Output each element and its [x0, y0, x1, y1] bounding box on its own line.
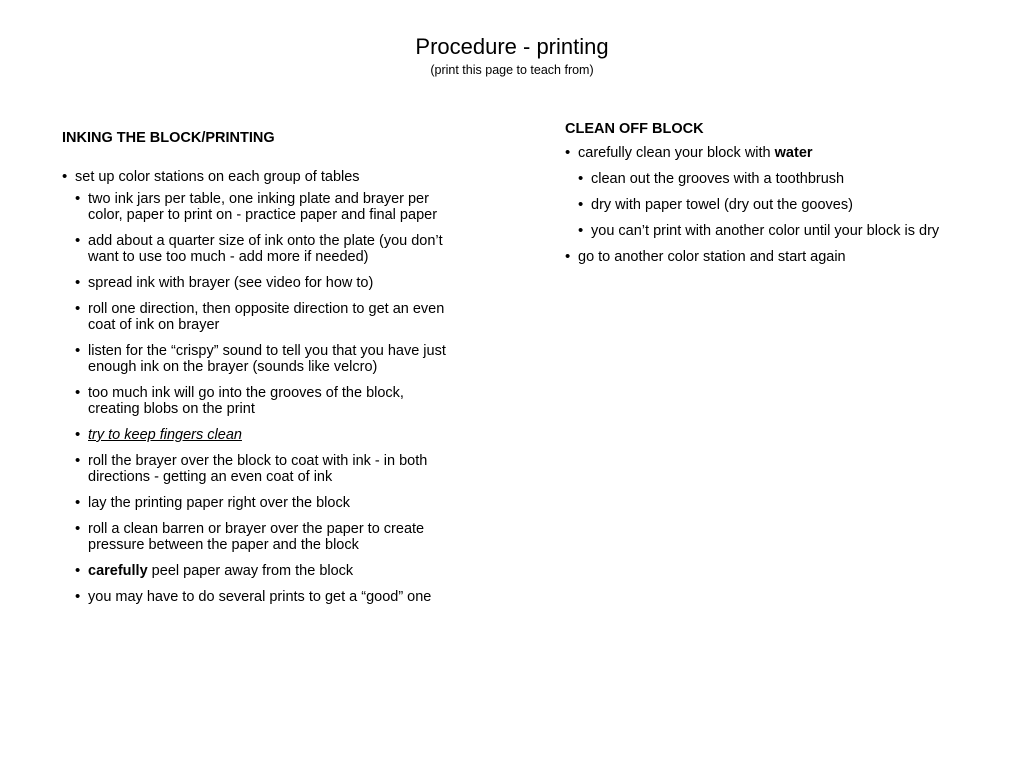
list-item: • roll the brayer over the block to coat with ink - in both directions - getting an even coat of ink: [75, 452, 428, 485]
list-item: • spread ink with brayer (see video for how to): [75, 274, 374, 291]
inking-heading: INKING THE BLOCK/PRINTING: [62, 130, 275, 146]
bullet-icon: •: [75, 232, 81, 249]
bullet-icon: •: [75, 426, 81, 443]
bullet-icon: •: [565, 248, 571, 265]
list-item: • listen for the “crispy” sound to tell you that you have just enough ink on the brayer (sounds like velcro): [75, 342, 446, 375]
bullet-icon: •: [565, 144, 571, 161]
bullet-icon: •: [75, 190, 81, 207]
clean-heading: CLEAN OFF BLOCK: [565, 121, 704, 137]
list-item: [62, 427, 452, 443]
list-item: • roll a clean barren or brayer over the paper to create pressure between the paper and the block: [75, 520, 425, 553]
bullet-icon: •: [75, 300, 81, 317]
bullet-icon: •: [75, 274, 81, 291]
list-item: • too much ink will go into the grooves of the block, creating blobs on the print: [75, 384, 404, 417]
list-item: • carefully peel paper away from the block: [75, 562, 354, 579]
list-item: • dry with paper towel (dry out the gooves): [578, 196, 853, 213]
bullet-icon: •: [578, 222, 584, 239]
list-item: • two ink jars per table, one inking plate and brayer per color, paper to print on - practice paper and final paper: [75, 190, 438, 223]
list-item: • you may have to do several prints to get a “good” one: [75, 588, 432, 605]
bullet-icon: •: [75, 562, 81, 579]
bold-text: water: [774, 145, 813, 161]
bullet-icon: •: [75, 342, 81, 359]
bullet-icon: •: [75, 588, 81, 605]
list-item: • lay the printing paper right over the block: [75, 494, 350, 511]
bullet-icon: •: [578, 196, 584, 213]
list-item: • set up color stations on each group of tables: [62, 168, 360, 185]
inking-list: [62, 169, 452, 605]
clean-section: [565, 121, 1015, 275]
page-title: Procedure - printing: [415, 34, 609, 59]
list-item: • clean out the grooves with a toothbrush: [578, 170, 845, 187]
bold-text: carefully: [88, 563, 148, 579]
list-item: • add about a quarter size of ink onto the plate (you don’t want to use too much - add more if needed): [75, 232, 443, 265]
bullet-icon: •: [578, 170, 584, 187]
bullet-icon: •: [75, 494, 81, 511]
inking-section: [62, 130, 452, 615]
bullet-icon: •: [75, 384, 81, 401]
bullet-icon: •: [75, 520, 81, 537]
bullet-icon: •: [62, 168, 68, 185]
list-item: • go to another color station and start again: [565, 248, 846, 265]
emphasis-text: try to keep fingers clean: [88, 427, 242, 443]
bullet-icon: •: [75, 452, 81, 469]
list-item: • you can’t print with another color until your block is dry: [578, 222, 940, 239]
list-item: • roll one direction, then opposite direction to get an even coat of ink on brayer: [75, 300, 445, 333]
list-item: • carefully clean your block with water: [565, 144, 813, 161]
page-subtitle: (print this page to teach from): [430, 63, 594, 77]
clean-list: [565, 145, 1015, 265]
